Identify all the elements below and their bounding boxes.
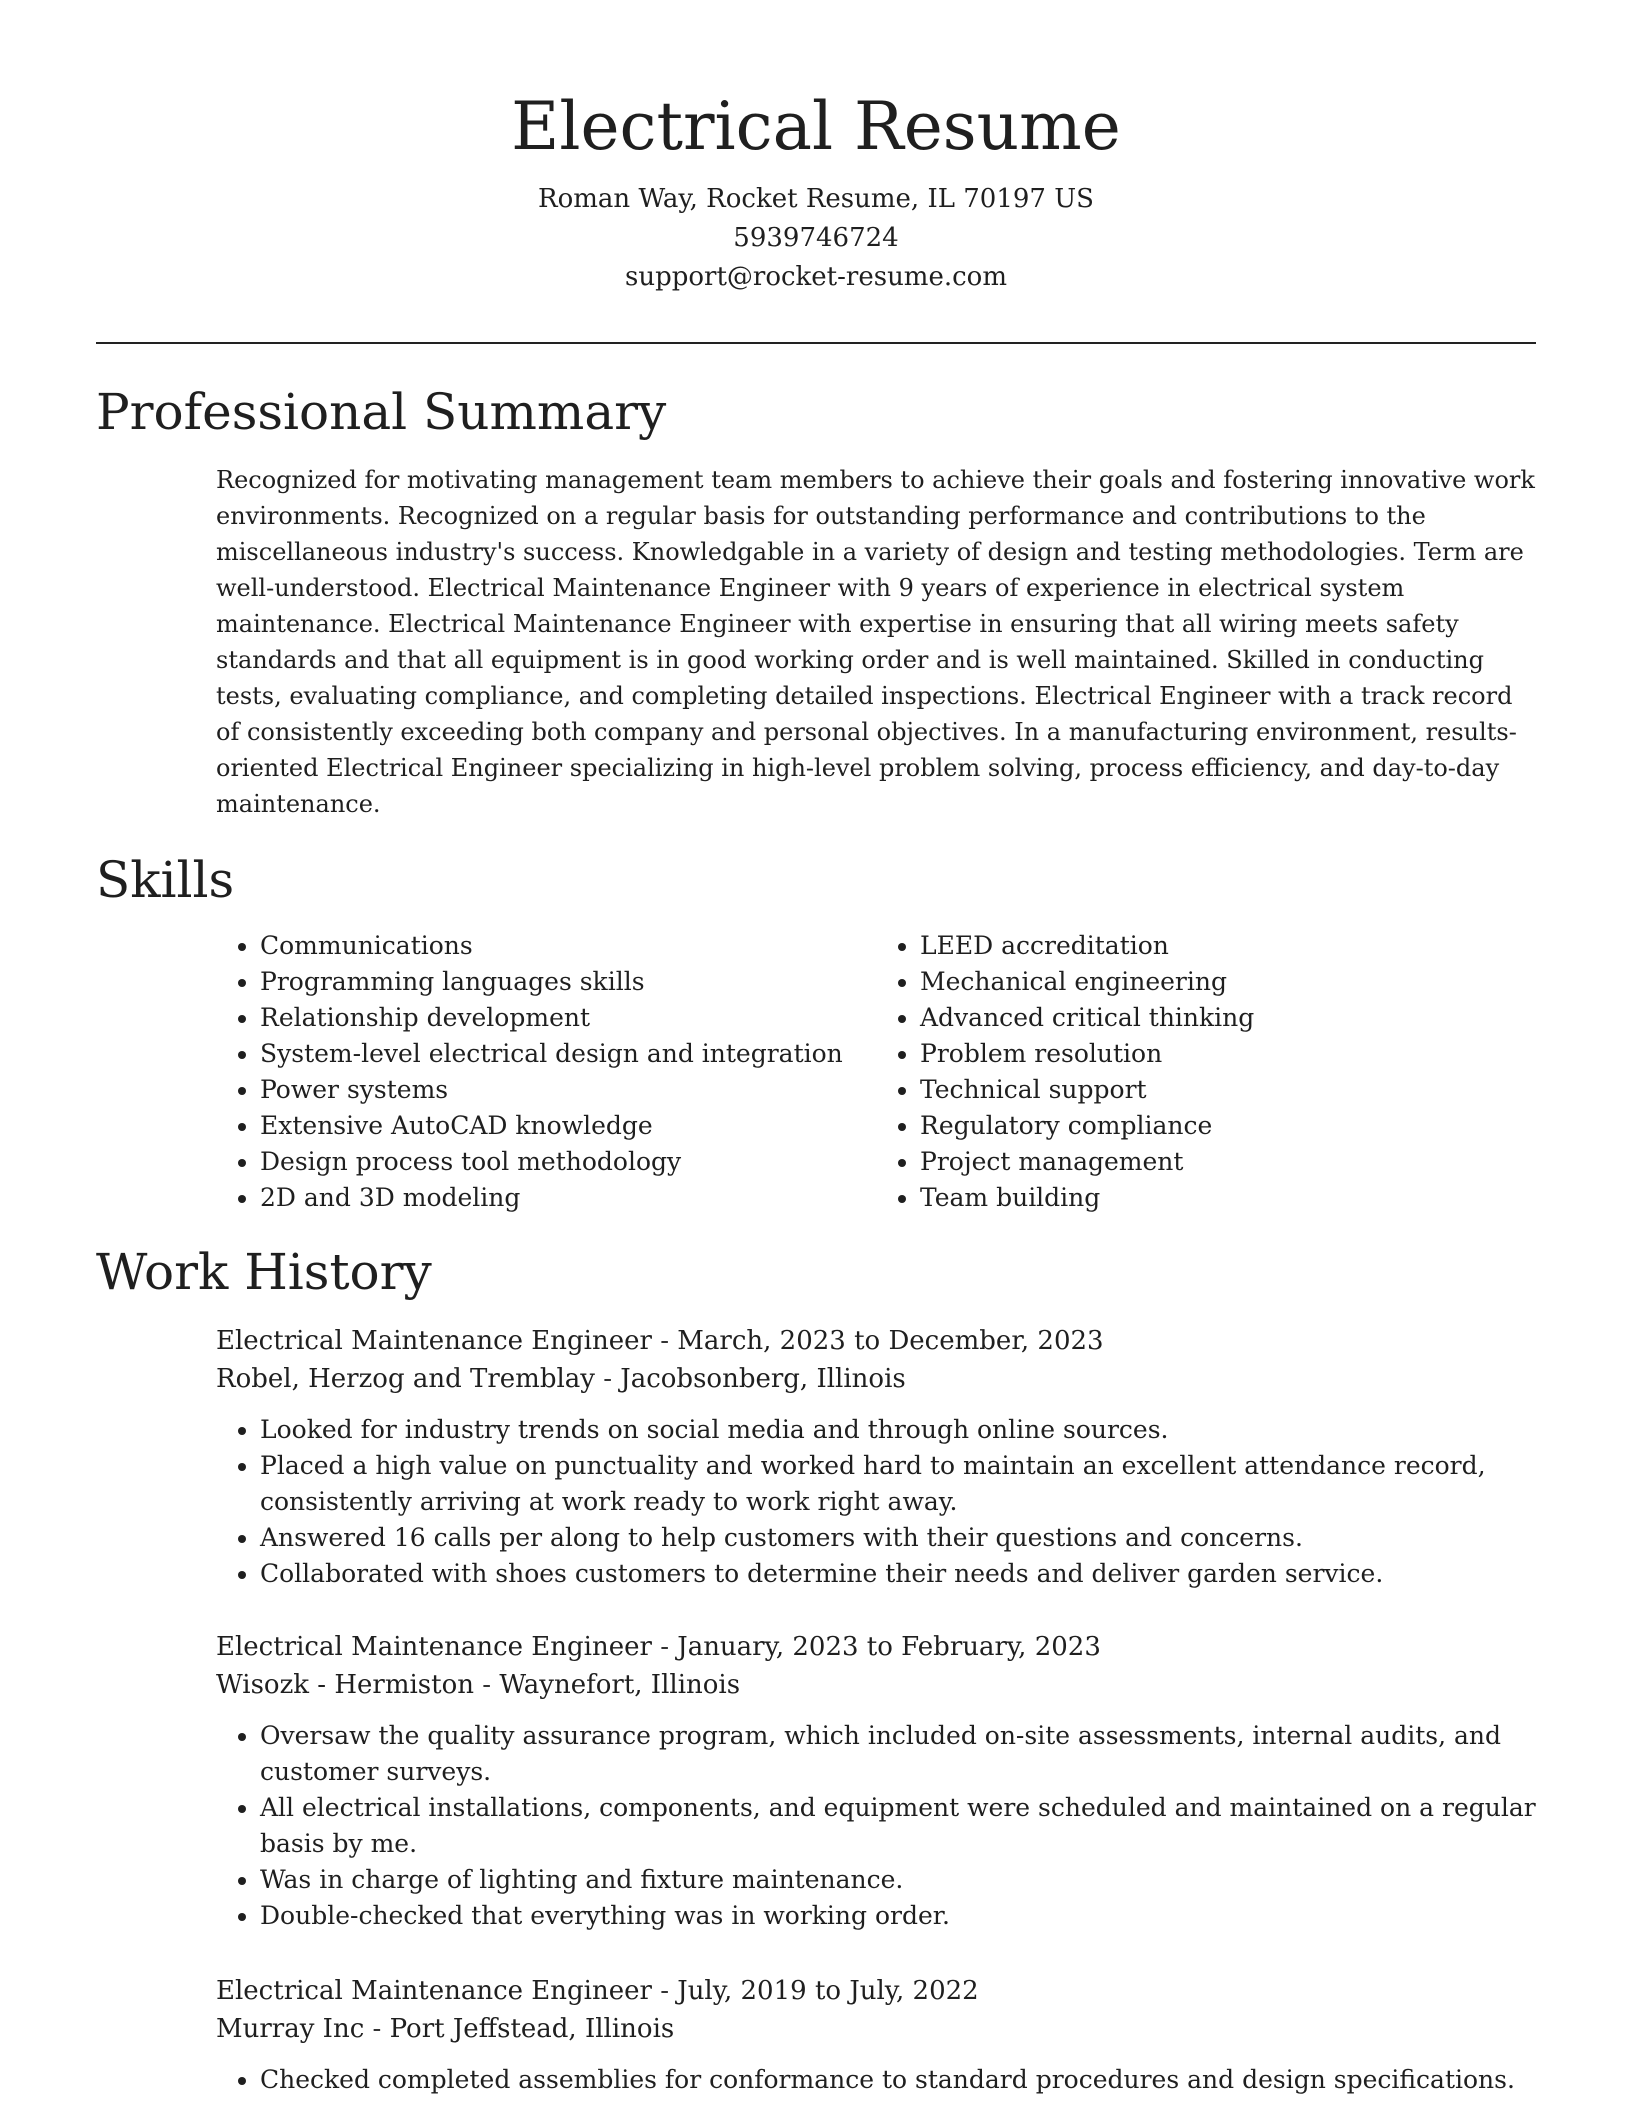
job-location: Waynefort, Illinois [499, 1670, 741, 1700]
section-title-work-history: Work History [96, 1243, 432, 1301]
job-title-line [216, 1972, 1546, 2010]
job-company: Murray Inc [216, 2014, 365, 2044]
skills-column-right [876, 928, 1536, 1216]
job-dates: July, 2019 to July, 2022 [677, 1976, 979, 2006]
contact-phone: 5939746724 [733, 223, 899, 253]
job-bullet: • Oversaw the quality assurance program, which included on-site assessments, internal audits, and customer surveys. [260, 1718, 1546, 1790]
summary-text: Recognized for motivating management team members to achieve their goals and fostering innovative work environments. Recognized on a regular basis for outstanding performance and contributions to the miscellaneous industry's success. Knowledgable in a variety of design and testing methodologies. Term are well-understood. Electrical Maintenance Engineer with 9 years of experience in electrical system maintenance. Electrical Maintenance Engineer with expertise in ensuring that all wiring meets safety standards and that all equipment is in good working order and is well maintained. Skilled in conducting tests, evaluating compliance, and completing detailed inspections. Electrical Engineer with a track record of consistently exceeding both company and personal objectives. In a manufacturing environment, results-oriented Electrical Engineer specializing in high-level problem solving, process efficiency, and day-to-day maintenance. [216, 466, 1535, 818]
skill-item: • System-level electrical design and integration [260, 1036, 876, 1072]
job-dates: January, 2023 to February, 2023 [677, 1632, 1101, 1662]
job-title-line [216, 1322, 1546, 1360]
header-divider [96, 342, 1536, 344]
resume-header [96, 82, 1536, 297]
job-separator: - [660, 1326, 669, 1356]
section-title-skills: Skills [96, 851, 235, 909]
skill-item: • Project management [920, 1144, 1536, 1180]
job-location: Jacobsonberg, Illinois [620, 1364, 906, 1394]
job-role: Electrical Maintenance Engineer [216, 1326, 652, 1356]
job-bullet: • Looked for industry trends on social media and through online sources. [260, 1412, 1546, 1448]
skill-item: • Problem resolution [920, 1036, 1536, 1072]
skill-item: • Technical support [920, 1072, 1536, 1108]
job-separator: - [660, 1632, 669, 1662]
section-title-summary: Professional Summary [96, 383, 667, 441]
job-location: Port Jeffstead, Illinois [389, 2014, 675, 2044]
job-company-line [216, 1360, 1546, 1398]
job-bullet: • Collaborated with shoes customers to determine their needs and deliver garden service. [260, 1556, 1546, 1592]
job-bullets [216, 2062, 1546, 2098]
job-role: Electrical Maintenance Engineer [216, 1632, 652, 1662]
job-company: Robel, Herzog and Tremblay [216, 1364, 595, 1394]
job-separator: - [660, 1976, 669, 2006]
job-bullet: • Answered 16 calls per along to help customers with their questions and concerns. [260, 1520, 1546, 1556]
skill-item: • Extensive AutoCAD knowledge [260, 1108, 876, 1144]
job-separator: - [603, 1364, 613, 1394]
job-bullet: • Checked completed assemblies for conformance to standard procedures and design specifications. [260, 2062, 1546, 2098]
contact-address: Roman Way, Rocket Resume, IL 70197 US [538, 184, 1094, 214]
contact-info [96, 180, 1536, 297]
skill-item: • Power systems [260, 1072, 876, 1108]
skills-column-left [216, 928, 876, 1216]
skill-item: • Programming languages skills [260, 964, 876, 1000]
skill-item: • Mechanical engineering [920, 964, 1536, 1000]
job-company-line [216, 1666, 1546, 1704]
job-separator: - [372, 2014, 382, 2044]
resume-name: Electrical Resume [511, 88, 1121, 165]
skill-item: • Communications [260, 928, 876, 964]
skill-item: • Regulatory compliance [920, 1108, 1536, 1144]
contact-email: support@rocket-resume.com [624, 262, 1007, 292]
job-entry [216, 1972, 1546, 2098]
job-role: Electrical Maintenance Engineer [216, 1976, 652, 2006]
job-bullet: • Was in charge of lighting and fixture maintenance. [260, 1862, 1546, 1898]
job-bullet: • Placed a high value on punctuality and worked hard to maintain an excellent attendance record, consistently arriving at work ready to work right away. [260, 1448, 1546, 1520]
job-company: Wisozk - Hermiston [216, 1670, 474, 1700]
skill-item: • Design process tool methodology [260, 1144, 876, 1180]
job-entry [216, 1628, 1546, 1934]
job-title-line [216, 1628, 1546, 1666]
skill-item: • Relationship development [260, 1000, 876, 1036]
skill-item: • Advanced critical thinking [920, 1000, 1536, 1036]
job-dates: March, 2023 to December, 2023 [677, 1326, 1104, 1356]
job-bullet: • Double-checked that everything was in working order. [260, 1898, 1546, 1934]
job-bullet: • All electrical installations, components, and equipment were scheduled and maintained on a regular basis by me. [260, 1790, 1546, 1862]
skill-item: • 2D and 3D modeling [260, 1180, 876, 1216]
skill-item: • Team building [920, 1180, 1536, 1216]
job-bullets [216, 1412, 1546, 1592]
skills-list [216, 928, 1536, 1216]
job-company-line [216, 2010, 1546, 2048]
job-bullets [216, 1718, 1546, 1934]
job-entry [216, 1322, 1546, 1592]
job-separator: - [482, 1670, 492, 1700]
skill-item: • LEED accreditation [920, 928, 1536, 964]
